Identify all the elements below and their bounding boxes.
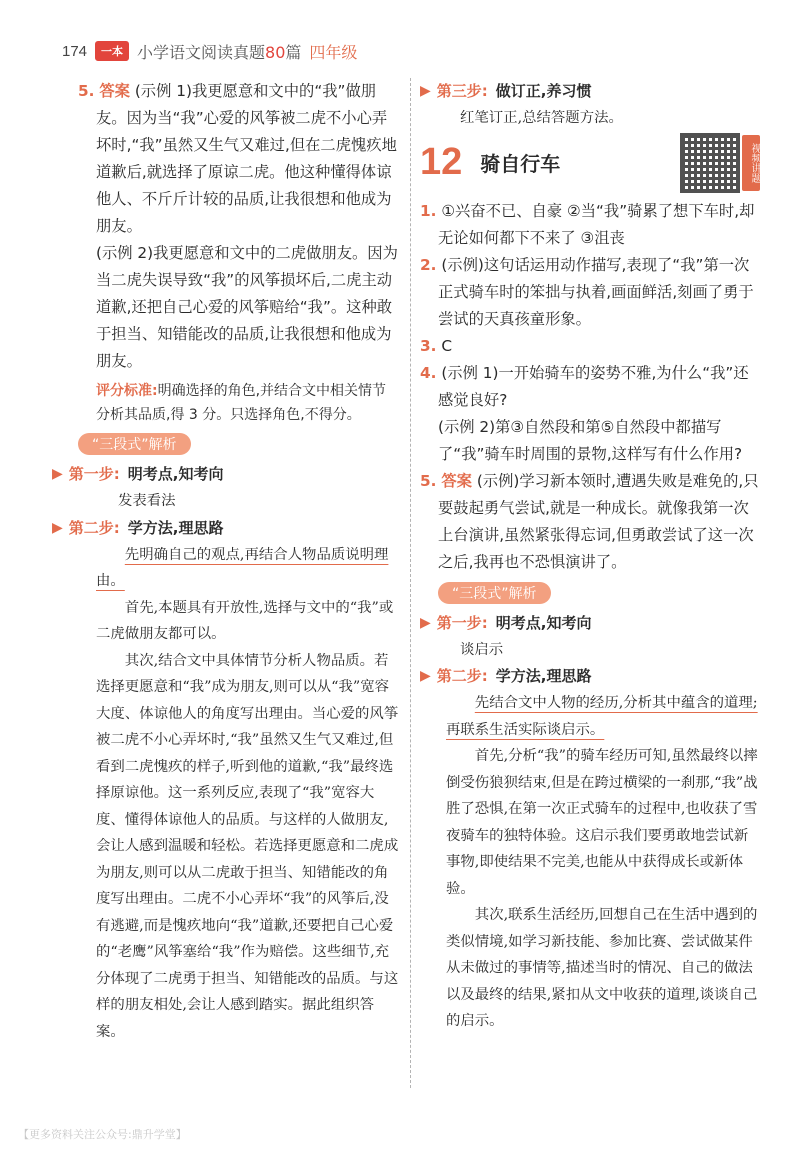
- qr-code-icon[interactable]: [680, 133, 740, 193]
- footer-note: 【更多资料关注公众号:鼎升学堂】: [18, 1128, 187, 1141]
- step-2-key-method: 先明确自己的观点,再结合人物品质说明理由。: [96, 546, 389, 589]
- book-title: [137, 40, 301, 63]
- arrow-icon: ▶: [52, 466, 63, 482]
- step-title: 做订正,养习惯: [495, 82, 592, 100]
- scoring-note: [78, 379, 400, 427]
- analysis-tag: “三段式”解析: [78, 433, 191, 455]
- answer-4-example-2: (示例 2)第③自然段和第⑤自然段中都描写了“我”骑车时周围的景物,这样写有什么作用?: [438, 417, 743, 463]
- step-2-key-method: 先结合文中人物的经历,分析其中蕴含的道理;再联系生活实际谈启示。: [446, 695, 758, 738]
- answer-5: [420, 468, 760, 576]
- question-number: 3.: [420, 336, 437, 355]
- step-2-heading: [52, 515, 400, 542]
- step-3-heading: [420, 78, 760, 105]
- answer-text: C: [441, 336, 453, 355]
- video-badge: 视频讲题: [742, 135, 760, 191]
- step-label: 第二步:: [436, 667, 488, 685]
- lesson-number: 12: [420, 141, 463, 183]
- analysis-para-1: 首先,分析“我”的骑车经历可知,虽然最终以摔倒受伤狼狈结束,但是在跨过横梁的一刹那,“我”战胜了恐惧,在第一次正式骑车的过程中,也收获了雪夜骑车的独特体验。这启示我们要勇敢地尝试新事物,即使结果不完美,也能从中获得成长或新体验。: [446, 748, 758, 897]
- right-column: [420, 78, 760, 1035]
- book-title-pre: 小学语文阅读真题: [137, 42, 266, 62]
- step-label: 第一步:: [436, 613, 488, 632]
- grade-label: 四年级: [309, 42, 358, 62]
- question-number: 2.: [420, 255, 437, 274]
- arrow-icon: ▶: [420, 668, 431, 684]
- step-label: 第二步:: [68, 518, 120, 537]
- step-1-text: 发表看法: [118, 493, 176, 509]
- question-number: 5.: [78, 82, 95, 100]
- step-2-heading: [420, 663, 760, 690]
- scoring-label: 评分标准:: [96, 383, 158, 399]
- step-title: 学方法,理思路: [495, 667, 592, 685]
- question-number: 4.: [420, 363, 437, 382]
- analysis-para-2: 其次,结合文中具体情节分析人物品质。若选择更愿意和“我”成为朋友,则可以从“我”宽容大度、体谅他人的角度写出理由。当心爱的风筝被二虎不小心弄坏时,“我”虽然又生气又难过,但看到二虎愧疚的样子,听到他的道歉,“我”最终选择原谅他。这一系列反应,表现了“我”宽容大度、懂得体谅他人的品质。与这样的人做朋友,会让人感到温暖和轻松。若选择更愿意和二虎成为朋友,则可以从二虎敢于担当、知错能改的角度写出理由。二虎不小心弄坏“我”的风筝后,没有逃避,而是愧疚地向“我”道歉,还要把自己心爱的“老鹰”风筝塞给“我”作为赔偿。这些细节,充分体现了二虎勇于担当、知错能改的品质。与这样的朋友相处,会让人感到踏实。据此组织答案。: [96, 652, 399, 1040]
- step-title: 明考点,知考向: [495, 613, 592, 632]
- answer-5-example-1: [78, 78, 400, 240]
- page-header: [62, 40, 357, 62]
- brand-logo: 一本: [95, 41, 129, 61]
- answer-2: [420, 252, 760, 333]
- answer-5-example-2: (示例 2)我更愿意和文中的二虎做朋友。因为当二虎失误导致“我”的风筝损坏后,二虎主动道歉,还把自己心爱的风筝赔给“我”。这种敢于担当、知错能改的品质,让我很想和他成为朋友。: [96, 244, 398, 370]
- answer-text: (示例 1)我更愿意和文中的“我”做朋友。因为当“我”心爱的风筝被二虎不小心弄坏时,“我”虽然又生气又难过,但在二虎愧疚地道歉后,就选择了原谅二虎。他这种懂得体谅他人、不斤斤计较的品质,让我很想和他成为朋友。: [96, 82, 397, 235]
- answer-label: 答案: [99, 82, 130, 100]
- step-label: 第三步:: [436, 82, 488, 100]
- step-title: 学方法,理思路: [127, 518, 224, 537]
- arrow-icon: ▶: [52, 519, 63, 536]
- lesson-header: [420, 132, 760, 194]
- step-1-heading: [420, 610, 760, 637]
- left-column: [52, 78, 400, 1045]
- answer-3: [420, 333, 760, 360]
- book-title-post: 篇: [285, 42, 302, 62]
- answer-4-example-1: [420, 360, 760, 414]
- arrow-icon: ▶: [420, 83, 431, 99]
- page-number: 174: [62, 42, 88, 60]
- step-3-text: 红笔订正,总结答题方法。: [460, 110, 623, 126]
- answer-label: 答案: [441, 471, 472, 490]
- analysis-para-1: 首先,本题具有开放性,选择与文中的“我”或二虎做朋友都可以。: [96, 599, 394, 642]
- answer-text: (示例)学习新本领时,遭遇失败是难免的,只要鼓起勇气尝试,就是一种成长。就像我第一次上台演讲,虽然紧张得忘词,但勇敢尝试了这一次之后,我再也不恐惧演讲了。: [438, 471, 759, 571]
- answer-1: [420, 198, 760, 252]
- arrow-icon: ▶: [420, 614, 431, 631]
- answer-text: (示例 1)一开始骑车的姿势不雅,为什么“我”还感觉良好?: [438, 363, 749, 409]
- analysis-para-2: 其次,联系生活经历,回想自己在生活中遇到的类似情境,如学习新技能、参加比赛、尝试做某件从未做过的事情等,描述当时的情况、自己的做法以及最终的结果,紧扣从文中收获的道理,谈谈自己的启示。: [446, 907, 758, 1029]
- column-divider: [410, 78, 411, 1088]
- step-1-text: 谈启示: [460, 641, 504, 658]
- step-title: 明考点,知考向: [127, 465, 224, 483]
- analysis-tag: “三段式”解析: [438, 582, 551, 604]
- question-number: 1.: [420, 201, 437, 220]
- step-label: 第一步:: [68, 465, 120, 483]
- book-title-num: 80: [265, 42, 286, 62]
- answer-text: (示例)这句话运用动作描写,表现了“我”第一次正式骑车时的笨拙与执着,画面鲜活,刻画了勇于尝试的天真孩童形象。: [438, 255, 754, 328]
- scoring-text: 明确选择的角色,并结合文中相关情节分析其品质,得 3 分。只选择角色,不得分。: [96, 383, 387, 423]
- step-1-heading: [52, 461, 400, 488]
- lesson-title: 骑自行车: [480, 152, 561, 176]
- question-number: 5.: [420, 471, 437, 490]
- answer-text: ①兴奋不已、自豪 ②当“我”骑累了想下车时,却无论如何都下不来了 ③沮丧: [438, 201, 755, 247]
